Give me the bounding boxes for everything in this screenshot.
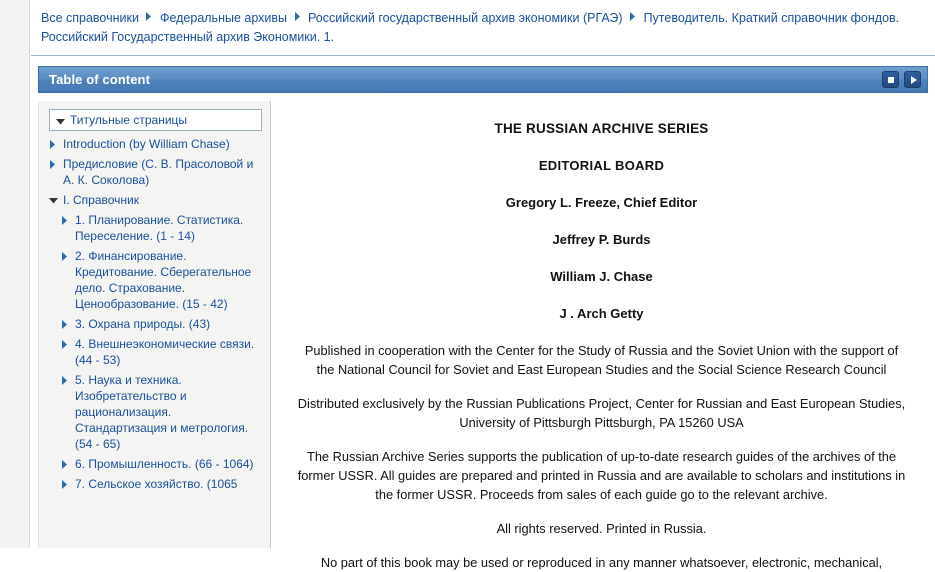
toc-item-label: 4. Внешнеэкономические связи. (44 - 53) <box>75 337 255 367</box>
body-split <box>38 101 928 570</box>
toc-item-label: 7. Сельское хозяйство. (1065 <box>75 477 238 491</box>
toc-item-label: 6. Промышленность. (66 - 1064) <box>75 457 254 471</box>
chevron-right-icon <box>61 376 72 385</box>
toc-item-section-1[interactable] <box>39 210 270 246</box>
chevron-right-icon <box>61 216 72 225</box>
chevron-right-icon <box>629 12 636 21</box>
chevron-right-icon <box>61 320 72 329</box>
toc-item-section-4[interactable] <box>39 334 270 370</box>
stop-button[interactable] <box>882 71 899 88</box>
table-of-content-controls <box>882 71 921 88</box>
document-subtitle: EDITORIAL BOARD <box>538 158 665 173</box>
breadcrumb-item-0[interactable]: Все справочники <box>41 11 139 25</box>
toc-item-selected[interactable] <box>49 109 262 131</box>
editorial-person: William J. Chase <box>550 269 653 284</box>
document-paragraph: Published in cooperation with the Center for the Study of Russia and the Soviet Union with the support of the National Council for Soviet and East European Studies and the Social Science Research Council <box>304 343 899 377</box>
breadcrumb-item-2[interactable]: Российский государственный архив экономики (РГАЭ) <box>307 11 623 25</box>
chevron-down-icon <box>49 197 60 204</box>
content-area <box>31 0 935 570</box>
document-paragraph: Distributed exclusively by the Russian Publications Project, Center for Russian and East European Studies, University of Pittsburgh Pittsburgh, PA 15260 USA <box>297 396 906 430</box>
document-paragraph: No part of this book may be used or reproduced in any manner whatsoever, electronic, mechanical, <box>320 555 883 570</box>
toc-item-label: 3. Охрана природы. (43) <box>75 317 211 331</box>
chevron-right-icon <box>49 160 60 169</box>
document-title: THE RUSSIAN ARCHIVE SERIES <box>494 121 709 136</box>
chevron-right-icon <box>61 480 72 489</box>
breadcrumb-item-3[interactable]: Путеводитель. Краткий справочник фондов. Российский Государственный архив Экономики. 1. <box>41 11 900 44</box>
document-paragraph: All rights reserved. Printed in Russia. <box>496 521 707 536</box>
toc-item-section-3[interactable] <box>39 314 270 334</box>
play-arrow-icon <box>911 76 917 84</box>
editorial-person: J . Arch Getty <box>559 306 644 321</box>
chevron-right-icon <box>145 12 152 21</box>
toc-item-label: 1. Планирование. Статистика. Переселение. (1 - 14) <box>75 213 244 243</box>
breadcrumb-item-1[interactable]: Федеральные архивы <box>159 11 288 25</box>
chevron-right-icon <box>49 140 60 149</box>
toc-panel[interactable] <box>38 101 271 548</box>
stop-square-icon <box>888 77 894 83</box>
toc-item-label: 2. Финансирование. Кредитование. Сберегательное дело. Страхование. Ценообразование. (15 - 42) <box>75 249 252 311</box>
toc-item-label: I. Справочник <box>63 193 139 207</box>
document-paragraph: The Russian Archive Series supports the publication of up-to-date research guides of the archives of the former USSR. All guides are prepared and printed in Russia and are available to scholars and institutions in the former USSR. Proceeds from sales of each guide go to the relevant archive. <box>297 449 906 502</box>
editorial-person: Jeffrey P. Burds <box>552 232 651 247</box>
toc-item-label: Предисловие (С. В. Прасоловой и А. К. Соколова) <box>63 157 254 187</box>
toc-item-section-7[interactable] <box>39 474 270 494</box>
toc-item-section-5[interactable] <box>39 370 270 454</box>
breadcrumb <box>31 0 935 56</box>
table-of-content-title: Table of content <box>49 72 151 87</box>
table-of-content-header <box>38 66 928 93</box>
chevron-right-icon <box>294 12 301 21</box>
toc-selected-label: Титульные страницы <box>70 113 188 127</box>
chevron-down-icon <box>56 118 67 125</box>
next-button[interactable] <box>904 71 921 88</box>
document-panel[interactable] <box>271 101 928 570</box>
chevron-right-icon <box>61 340 72 349</box>
toc-item-preface[interactable] <box>39 154 270 190</box>
toc-item-label: 5. Наука и техника. Изобретательство и рационализация. Стандартизация и метрология. (54 - 65) <box>75 373 249 451</box>
toc-item-section-6[interactable] <box>39 454 270 474</box>
chevron-right-icon <box>61 252 72 261</box>
toc-item-section-2[interactable] <box>39 246 270 314</box>
toc-item-spravochnik[interactable] <box>39 190 270 210</box>
chevron-right-icon <box>61 460 72 469</box>
editorial-person: Gregory L. Freeze, Chief Editor <box>505 195 698 210</box>
toc-item-introduction[interactable] <box>39 134 270 154</box>
toc-item-label: Introduction (by William Chase) <box>63 137 230 151</box>
left-rail <box>0 0 30 548</box>
